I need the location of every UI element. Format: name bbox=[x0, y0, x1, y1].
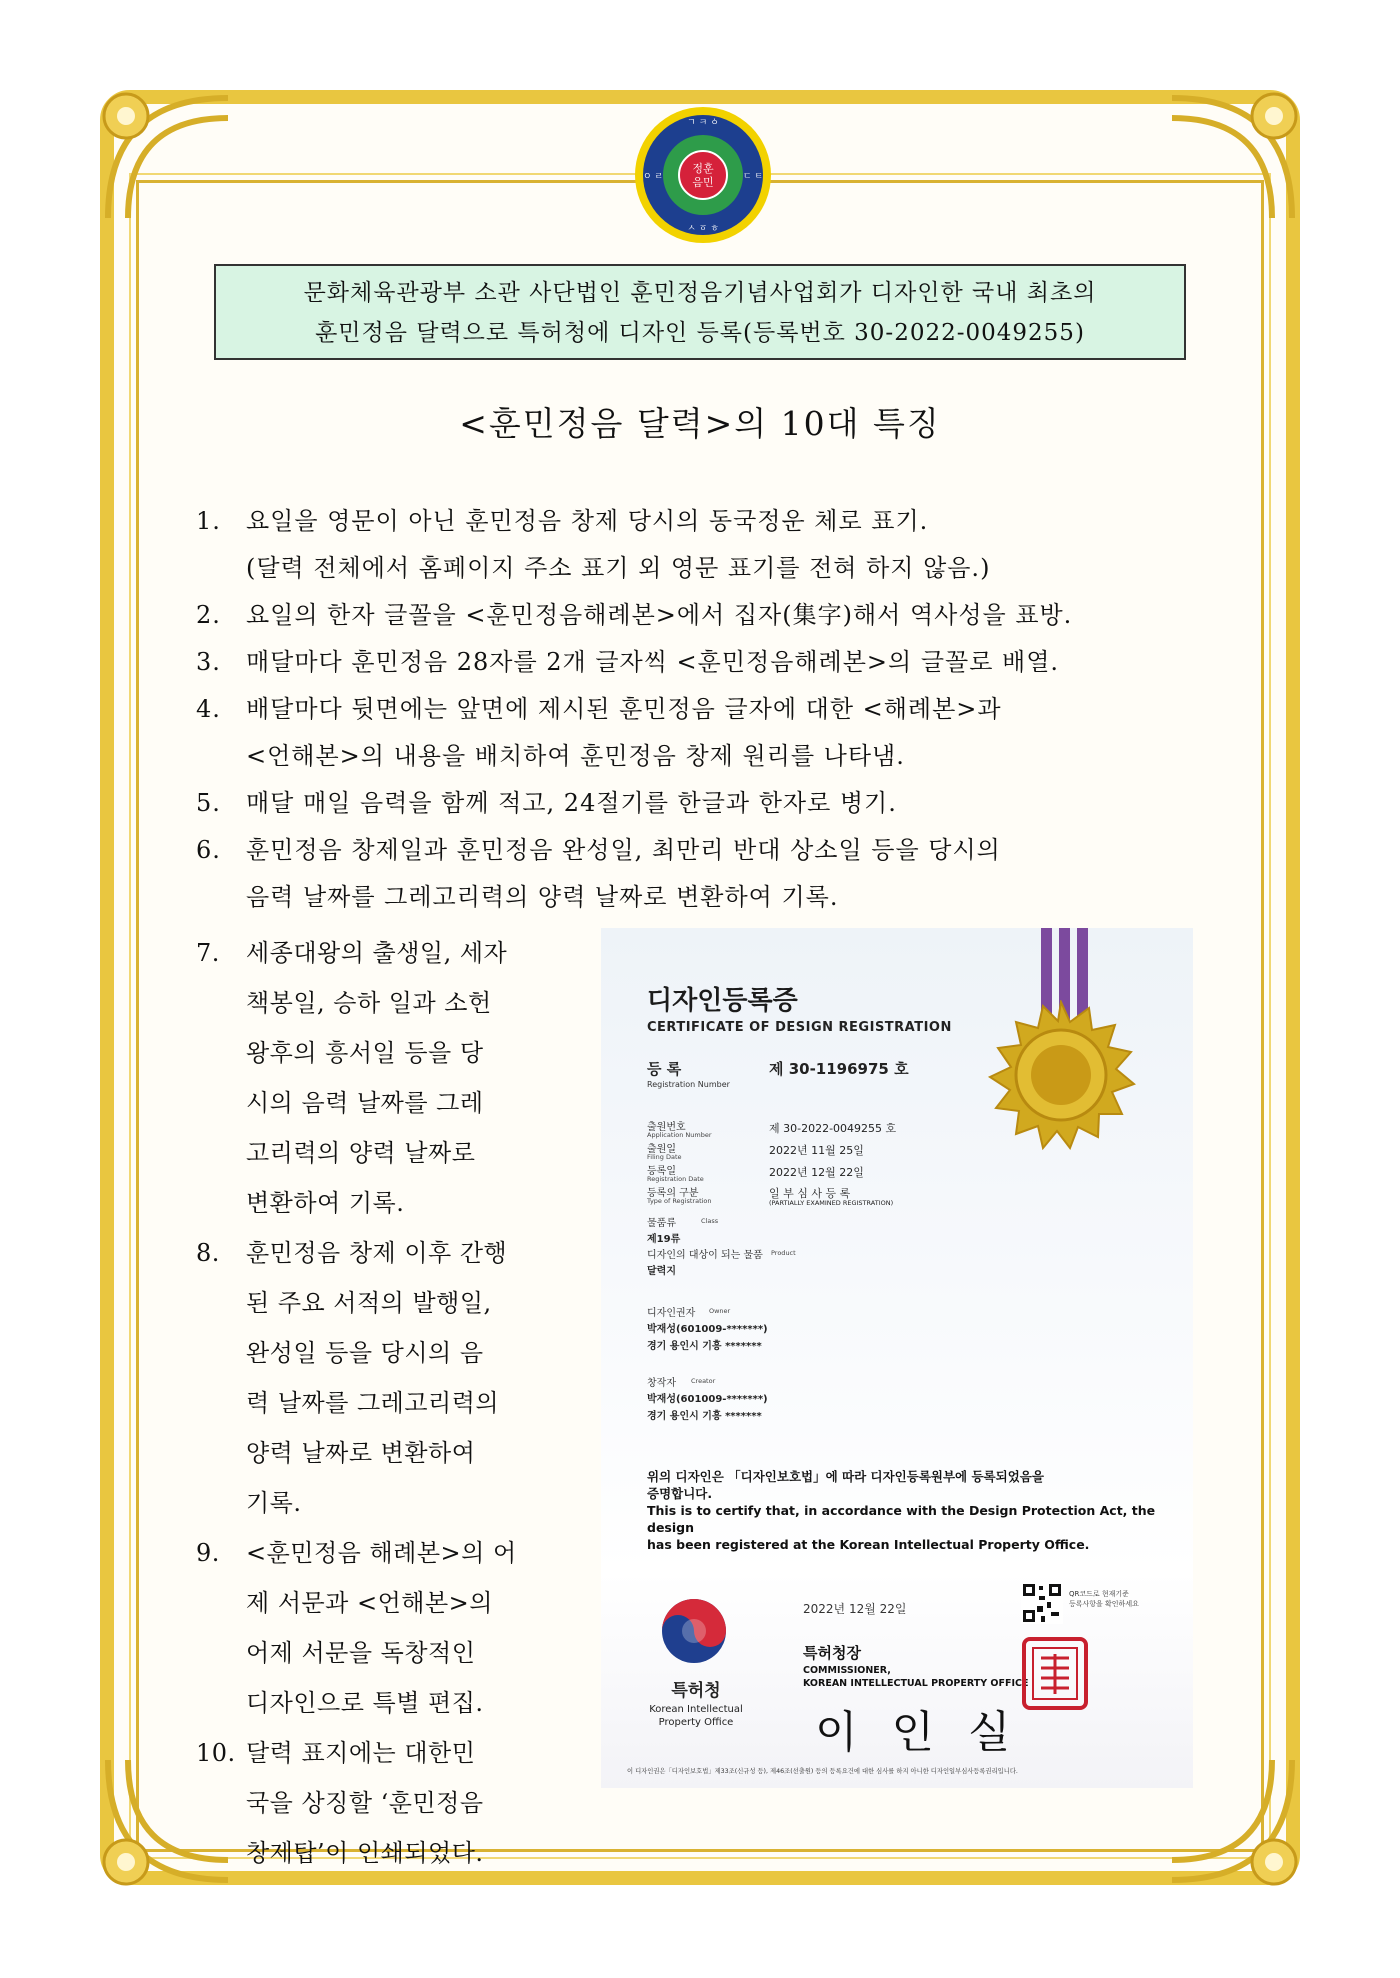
svg-text:ㅇ ㄹ: ㅇ ㄹ bbox=[642, 172, 664, 182]
filing-date-label-en: Filing Date bbox=[647, 1153, 682, 1161]
creator-label-en: Creator bbox=[691, 1377, 716, 1385]
item-number: 8. bbox=[196, 1239, 220, 1267]
feature-list-narrow bbox=[196, 928, 576, 1878]
product-label: 디자인의 대상이 되는 물품 bbox=[647, 1250, 763, 1261]
list-item-continuation: 완성일 등을 당시의 음 bbox=[246, 1339, 484, 1367]
list-item-continuation: 어제 서문을 독창적인 bbox=[246, 1639, 476, 1667]
svg-text:ㄱ ㅋ ㆁ: ㄱ ㅋ ㆁ bbox=[687, 118, 719, 128]
list-item bbox=[196, 1228, 576, 1278]
gold-seal-icon bbox=[986, 1000, 1136, 1150]
item-number: 10. bbox=[196, 1739, 236, 1767]
list-item-continuation: <언해본>의 내용을 배치하여 훈민정음 창제 원리를 나타냄. bbox=[246, 742, 905, 770]
list-item bbox=[196, 592, 1206, 639]
kipo-name-en-line-1: Korean Intellectual bbox=[649, 1704, 743, 1715]
certificate-footer-note: 이 디자인권은「디자인보호법」제33조(신규성 등), 제46조(선출원) 등의 등록요건에 대한 심사를 하지 아니한 디자인일부심사등록권리입니다. bbox=[627, 1768, 1018, 1775]
reg-date-value: 2022년 12월 22일 bbox=[769, 1166, 864, 1179]
qr-code-icon bbox=[1021, 1582, 1063, 1624]
kipo-name-en-line-2: Property Office bbox=[658, 1717, 734, 1728]
list-item-continuation: 기록. bbox=[246, 1489, 302, 1517]
list-item bbox=[196, 639, 1206, 686]
creator-address: 경기 용인시 기흥 ******* bbox=[647, 1411, 762, 1422]
reg-type-value-en: (PARTIALLY EXAMINED REGISTRATION) bbox=[769, 1199, 894, 1207]
item-text: 달력 표지에는 대한민 bbox=[246, 1739, 476, 1767]
item-number: 1. bbox=[196, 507, 221, 535]
statement-ko-2: 증명합니다. bbox=[647, 1486, 713, 1501]
statement-en-2: has been registered at the Korean Intellectual Property Office. bbox=[647, 1537, 1090, 1552]
reg-type-label: 등록의 구분 bbox=[647, 1188, 699, 1199]
class-label: 물품류 bbox=[647, 1218, 676, 1229]
kipo-name-en bbox=[631, 1703, 761, 1729]
reg-number-label: 등 록 bbox=[647, 1060, 682, 1078]
item-text: 훈민정음 창제 이후 간행 bbox=[246, 1239, 508, 1267]
product-label-en: Product bbox=[771, 1249, 796, 1257]
list-item bbox=[196, 780, 1206, 827]
commissioner-signature: 이 인 실 bbox=[815, 1707, 1021, 1758]
statement-en-1: This is to certify that, in accordance with the Design Protection Act, the design bbox=[647, 1503, 1156, 1535]
list-item-continuation: 시의 음력 날짜를 그레 bbox=[246, 1089, 484, 1117]
official-red-stamp-icon bbox=[1021, 1636, 1089, 1711]
item-number: 2. bbox=[196, 601, 221, 629]
filing-date-label: 출원일 bbox=[647, 1144, 676, 1155]
issue-date: 2022년 12월 22일 bbox=[803, 1602, 907, 1616]
item-number: 6. bbox=[196, 836, 221, 864]
list-item bbox=[196, 498, 1206, 545]
list-item-continuation: 력 날짜를 그레고리력의 bbox=[246, 1389, 500, 1417]
list-item bbox=[196, 686, 1206, 733]
product-value: 달력지 bbox=[647, 1266, 676, 1277]
list-item-continuation: 국을 상징할 ‘훈민정음 bbox=[246, 1789, 484, 1817]
list-item-continuation: (달력 전체에서 홈페이지 주소 표기 외 영문 표기를 전혀 하지 않음.) bbox=[246, 554, 991, 582]
kipo-name: 특허청 bbox=[671, 1681, 721, 1701]
qr-note-line-1: QR코드로 현재기준 bbox=[1069, 1590, 1129, 1598]
owner-address: 경기 용인시 기흥 ******* bbox=[647, 1341, 762, 1352]
certification-statement bbox=[647, 1468, 1177, 1553]
qr-note-line-2: 등록사항을 확인하세요 bbox=[1069, 1600, 1139, 1608]
corner-ornament-icon bbox=[88, 78, 238, 228]
list-item bbox=[196, 827, 1206, 874]
commissioner-title-en-line-1: COMMISSIONER, bbox=[803, 1665, 891, 1676]
corner-ornament-icon bbox=[1162, 78, 1312, 228]
class-value: 제19류 bbox=[647, 1234, 681, 1245]
list-item bbox=[196, 1528, 576, 1578]
kipo-logo-icon bbox=[659, 1596, 729, 1666]
item-text: 매달 매일 음력을 함께 적고, 24절기를 한글과 한자로 병기. bbox=[246, 789, 897, 817]
reg-date-label: 등록일 bbox=[647, 1166, 676, 1177]
certificate-title: 디자인등록증 bbox=[647, 986, 798, 1016]
statement-ko-1: 위의 디자인은 「디자인보호법」에 따라 디자인등록원부에 등록되었음을 bbox=[647, 1469, 1044, 1484]
list-item-continuation: 고리력의 양력 날짜로 bbox=[246, 1139, 476, 1167]
list-item bbox=[196, 1728, 576, 1778]
info-banner bbox=[214, 264, 1186, 360]
item-number: 7. bbox=[196, 939, 220, 967]
list-item-continuation: 제 서문과 <언해본>의 bbox=[246, 1589, 493, 1617]
certificate-subtitle: CERTIFICATE OF DESIGN REGISTRATION bbox=[647, 1020, 952, 1035]
commissioner-title-en bbox=[803, 1664, 1028, 1690]
creator-name: 박재성(601009-*******) bbox=[647, 1394, 768, 1405]
item-text: 배달마다 뒷면에는 앞면에 제시된 훈민정음 글자에 대한 <해례본>과 bbox=[246, 695, 1002, 723]
item-text: 훈민정음 창제일과 훈민정음 완성일, 최만리 반대 상소일 등을 당시의 bbox=[246, 836, 1001, 864]
reg-date-label-en: Registration Date bbox=[647, 1175, 704, 1183]
svg-text:ㅅ ㆆ ㅎ: ㅅ ㆆ ㅎ bbox=[687, 224, 719, 234]
reg-type-label-en: Type of Registration bbox=[647, 1197, 712, 1205]
class-label-en: Class bbox=[701, 1217, 719, 1225]
list-item-continuation: 된 주요 서적의 발행일, bbox=[246, 1289, 492, 1317]
list-item-continuation: 음력 날짜를 그레고리력의 양력 날짜로 변환하여 기록. bbox=[246, 883, 839, 911]
page-title: <훈민정음 달력>의 10대 특징 bbox=[459, 404, 941, 443]
item-text: <훈민정음 해례본>의 어 bbox=[246, 1539, 517, 1567]
commissioner-title: 특허청장 bbox=[803, 1644, 861, 1662]
list-item-continuation: 양력 날짜로 변환하여 bbox=[246, 1439, 476, 1467]
feature-list bbox=[196, 498, 1206, 921]
app-number-label-en: Application Number bbox=[647, 1131, 712, 1139]
item-text: 요일을 영문이 아닌 훈민정음 창제 당시의 동국정운 체로 표기. bbox=[246, 507, 929, 535]
app-number-label: 출원번호 bbox=[647, 1122, 686, 1133]
item-text: 매달마다 훈민정음 28자를 2개 글자씩 <훈민정음해례본>의 글꼴로 배열. bbox=[246, 648, 1060, 676]
hunminjeongeum-emblem-logo bbox=[633, 105, 773, 245]
svg-text:ㄷ ㅌ: ㄷ ㅌ bbox=[742, 172, 764, 182]
svg-text:정훈: 정훈 bbox=[692, 162, 714, 175]
reg-number-label-en: Registration Number bbox=[647, 1080, 730, 1089]
item-text: 세종대왕의 출생일, 세자 bbox=[246, 939, 508, 967]
commissioner-title-en-line-2: KOREAN INTELLECTUAL PROPERTY OFFICE bbox=[803, 1678, 1029, 1689]
filing-date-value: 2022년 11월 25일 bbox=[769, 1144, 864, 1157]
reg-type-value: 일 부 심 사 등 록 bbox=[769, 1187, 851, 1200]
item-number: 9. bbox=[196, 1539, 220, 1567]
owner-name: 박재성(601009-*******) bbox=[647, 1324, 768, 1335]
qr-note bbox=[1069, 1589, 1139, 1609]
app-number-value: 제 30-2022-0049255 호 bbox=[769, 1122, 897, 1135]
item-number: 4. bbox=[196, 695, 221, 723]
banner-line-2: 훈민정음 달력으로 특허청에 디자인 등록(등록번호 30-2022-0049255) bbox=[315, 320, 1085, 346]
list-item-continuation: 디자인으로 특별 편집. bbox=[246, 1689, 484, 1717]
list-item-continuation: 왕후의 흥서일 등을 당 bbox=[246, 1039, 484, 1067]
item-number: 5. bbox=[196, 789, 221, 817]
creator-label: 창작자 bbox=[647, 1378, 676, 1389]
owner-label-en: Owner bbox=[709, 1307, 731, 1315]
item-number: 3. bbox=[196, 648, 221, 676]
design-registration-certificate bbox=[601, 928, 1193, 1788]
list-item-continuation: 창제탑’이 인쇄되었다. bbox=[246, 1839, 484, 1867]
reg-number-value: 제 30-1196975 호 bbox=[769, 1060, 909, 1078]
item-text: 요일의 한자 글꼴을 <훈민정음해례본>에서 집자(集字)해서 역사성을 표방. bbox=[246, 601, 1073, 629]
svg-text:음민: 음민 bbox=[692, 176, 714, 189]
list-item-continuation: 책봉일, 승하 일과 소헌 bbox=[246, 989, 492, 1017]
banner-line-1: 문화체육관광부 소관 사단법인 훈민정음기념사업회가 디자인한 국내 최초의 bbox=[303, 280, 1097, 306]
list-item bbox=[196, 928, 576, 978]
owner-label: 디자인권자 bbox=[647, 1308, 696, 1319]
list-item-continuation: 변환하여 기록. bbox=[246, 1189, 405, 1217]
